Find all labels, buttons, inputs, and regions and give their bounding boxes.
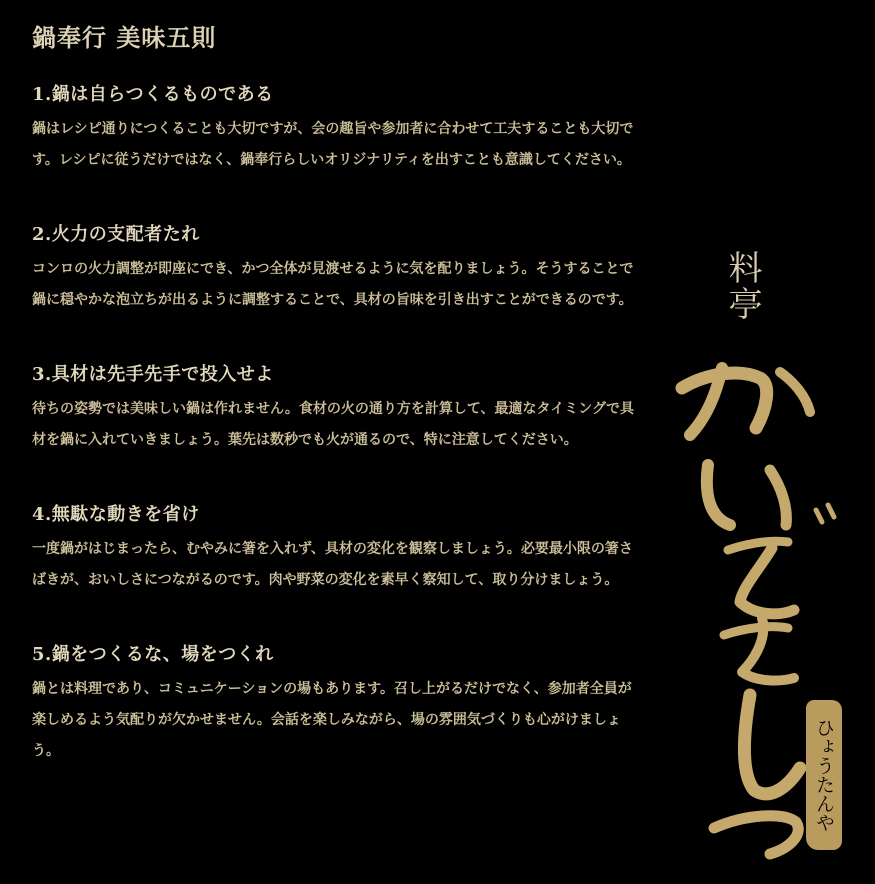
logo-subtitle: 料亭 — [722, 250, 762, 322]
rule-heading: 4.無駄な動きを省け — [32, 504, 200, 525]
rule-item — [32, 640, 642, 767]
page-title: 鍋奉行 美味五則 — [32, 23, 217, 52]
rule-item — [32, 220, 642, 316]
rule-body: コンロの火力調整が即座にでき、かつ全体が見渡せるように気を配りましょう。そうすることで鍋に穏やかな泡立ちが出るように調整することで、具材の旨味を引き出すことができるのです。 — [32, 261, 634, 308]
rule-item — [32, 360, 642, 456]
rule-body: 鍋はレシピ通りにつくることも大切ですが、会の趣旨や参加者に合わせて工夫することも大切です。レシピに従うだけではなく、鍋奉行らしいオリジナリティを出すことも意識してください。 — [32, 121, 634, 168]
seal-stamp: ひょうたんや — [806, 700, 842, 850]
rule-item — [32, 500, 642, 596]
rule-heading: 1.鍋は自らつくるものである — [32, 84, 274, 105]
rule-body: 鍋とは料理であり、コミュニケーションの場もあります。召し上がるだけでなく、参加者全員が楽しめるよう気配りが欠かせません。会話を楽しみながら、場の雰囲気づくりも心がけましょう。 — [32, 681, 632, 759]
rule-heading: 2.火力の支配者たれ — [32, 224, 200, 245]
rule-heading: 3.具材は先手先手で投入せよ — [32, 364, 274, 385]
rule-body: 一度鍋がはじまったら、むやみに箸を入れず、具材の変化を観察しましょう。必要最小限の箸さばきが、おいしさにつながるのです。肉や野菜の変化を素早く察知して、取り分けましょう。 — [32, 541, 633, 588]
rule-heading: 5.鍋をつくるな、場をつくれ — [32, 644, 274, 665]
rules-list — [32, 80, 642, 811]
rule-item — [32, 80, 642, 176]
restaurant-logo — [660, 250, 865, 860]
rule-body: 待ちの姿勢では美味しい鍋は作れません。食材の火の通り方を計算して、最適なタイミングで具材を鍋に入れていきましょう。葉先は数秒でも火が通るので、特に注意してください。 — [32, 401, 634, 448]
